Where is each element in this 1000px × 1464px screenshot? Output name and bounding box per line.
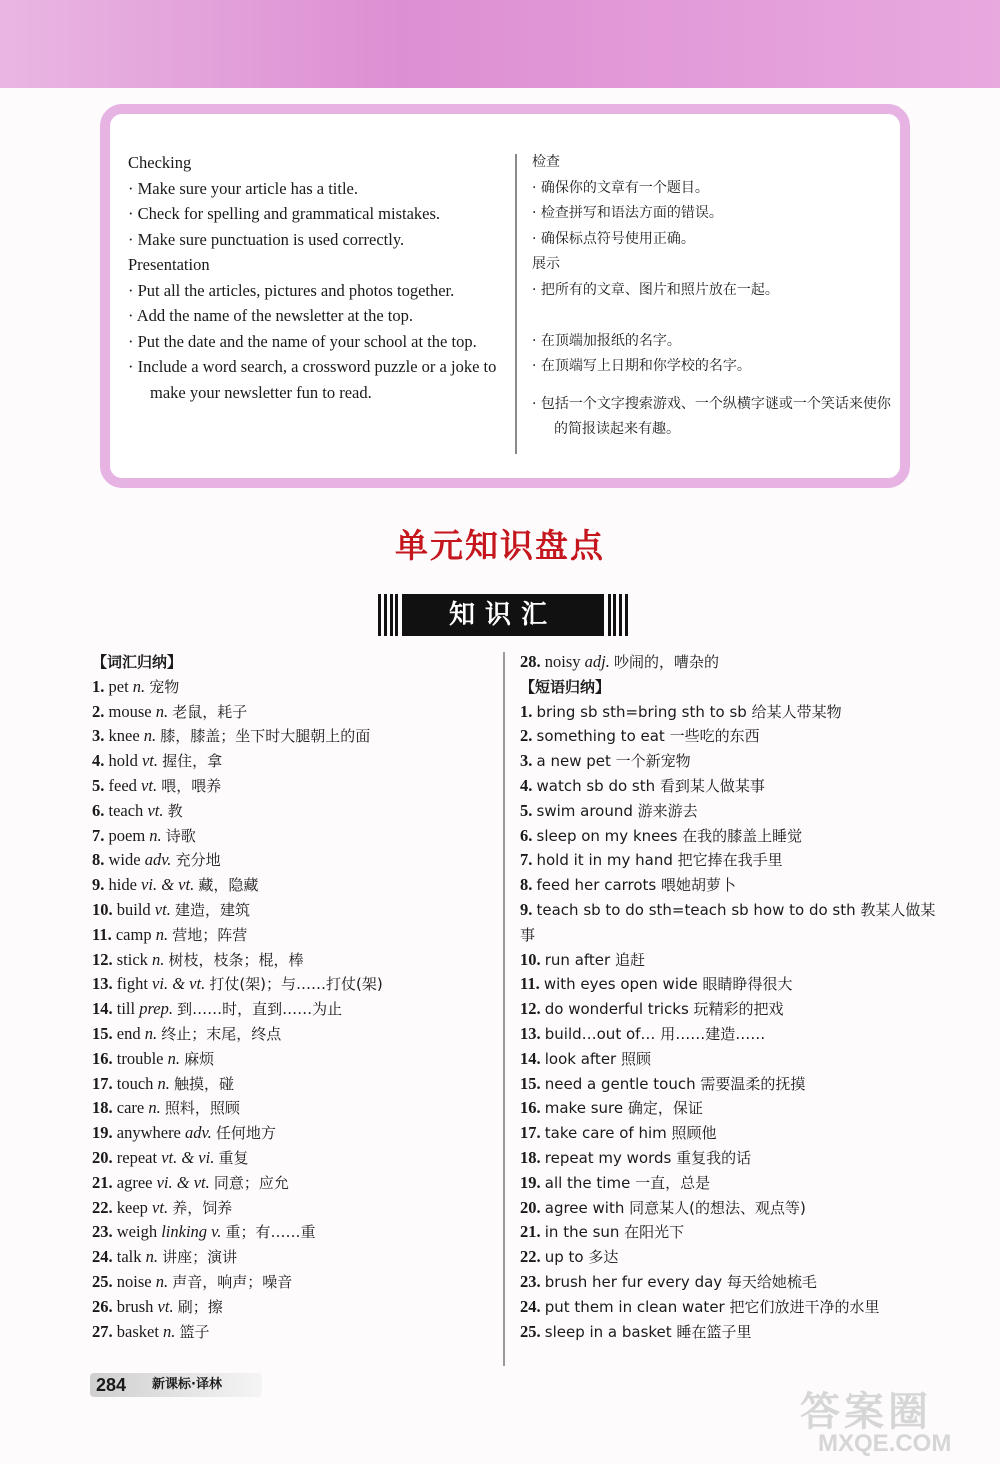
checking-heading-cn: 检查 — [532, 154, 560, 170]
page-number: 284 — [96, 1375, 127, 1395]
section-title: 单元知识盘点 — [395, 526, 605, 565]
vocab-item: 3. knee n. 膝，膝盖；坐下时大腿朝上的面 — [92, 726, 371, 746]
checking-heading: Checking — [128, 153, 192, 172]
phrase-item: 22. up to 多达 — [520, 1247, 619, 1267]
page-footer — [90, 1373, 262, 1397]
phrase-item: 1. bring sb sth=bring sth to sb 给某人带某物 — [520, 701, 842, 721]
phrase-item: 25. sleep in a basket 睡在篮子里 — [520, 1321, 752, 1341]
presentation-tip-1-cn: · 把所有的文章、图片和照片放在一起。 — [532, 281, 779, 298]
vocab-item: 12. stick n. 树枝，枝条；棍，棒 — [92, 949, 304, 969]
phrase-item: 4. watch sb do sth 看到某人做某事 — [520, 775, 765, 795]
presentation-heading-cn: 展示 — [532, 256, 560, 272]
phrase-item: 21. in the sun 在阳光下 — [520, 1222, 685, 1242]
vocab-item: 14. till prep. 到……时，直到……为止 — [92, 999, 343, 1019]
presentation-tip-2-cn: · 在顶端加报纸的名字。 — [532, 332, 681, 349]
vocab-item: 2. mouse n. 老鼠，耗子 — [92, 701, 248, 721]
vocab-item: 4. hold vt. 握住，拿 — [92, 751, 223, 771]
phrase-item: 8. feed her carrots 喂她胡萝卜 — [520, 875, 737, 895]
vocab-item: 20. repeat vt. & vi. 重复 — [92, 1147, 249, 1167]
vocab-item: 28. noisy adj. 吵闹的，嘈杂的 — [520, 652, 719, 671]
phrase-item: 3. a new pet 一个新宠物 — [520, 751, 691, 771]
phrase-item: 23. brush her fur every day 每天给她梳毛 — [520, 1271, 817, 1291]
vocab-item: 18. care n. 照料，照顾 — [92, 1098, 240, 1118]
phrase-item: 12. do wonderful tricks 玩精彩的把戏 — [520, 999, 784, 1019]
tips-english-column — [128, 150, 500, 405]
phrase-item: 16. make sure 确定，保证 — [520, 1098, 703, 1118]
vocab-item: 23. weigh linking v. 重；有……重 — [92, 1222, 316, 1242]
phrase-item: 6. sleep on my knees 在我的膝盖上睡觉 — [520, 825, 803, 845]
vocab-item: 10. build vt. 建造，建筑 — [92, 899, 250, 919]
phrase-item: 11. with eyes open wide 眼睛睁得很大 — [520, 974, 793, 994]
panel-divider — [515, 154, 517, 454]
phrase-item: 14. look after 照顾 — [520, 1048, 651, 1068]
phrase-item: 17. take care of him 照顾他 — [520, 1123, 717, 1143]
vocab-item: 7. poem n. 诗歌 — [92, 825, 196, 845]
phrase-item: 10. run after 追赶 — [520, 949, 645, 969]
phrase-item: 9. teach sb to do sth=teach sb how to do sth 教某人做某事 — [520, 899, 936, 944]
phrase-item: 7. hold it in my hand 把它捧在我手里 — [520, 850, 783, 870]
decorative-bars-left — [378, 594, 398, 636]
vocab-item: 13. fight vi. & vt. 打仗(架)；与……打仗(架) — [92, 974, 383, 994]
writing-tips-panel — [100, 104, 910, 488]
vocab-item: 16. trouble n. 麻烦 — [92, 1048, 215, 1068]
vocab-item: 26. brush vt. 刷；擦 — [92, 1296, 223, 1316]
phrase-header: 【短语归纳】 — [520, 677, 611, 696]
checking-tip-1: · Make sure your article has a title. — [128, 178, 358, 198]
presentation-tip-4-cn: · 包括一个文字搜索游戏、一个纵横字谜或一个笑话来使你的简报读起来有趣。 — [532, 395, 891, 437]
checking-tip-2: · Check for spelling and grammatical mistakes. — [128, 204, 441, 223]
presentation-tip-2: · Add the name of the newsletter at the top. — [128, 306, 413, 325]
vocabulary-header: 【词汇归纳】 — [92, 653, 183, 671]
phrase-item: 13. build…out of… 用……建造…… — [520, 1023, 766, 1043]
phrase-item: 15. need a gentle touch 需要温柔的抚摸 — [520, 1073, 806, 1093]
vocab-item: 22. keep vt. 养，饲养 — [92, 1197, 233, 1217]
column-divider — [503, 652, 505, 1366]
vocab-item: 19. anywhere adv. 任何地方 — [92, 1123, 276, 1143]
phrase-item: 18. repeat my words 重复我的话 — [520, 1147, 752, 1167]
vocab-item: 5. feed vt. 喂，喂养 — [92, 775, 222, 795]
phrase-item: 20. agree with 同意某人(的想法、观点等) — [520, 1197, 806, 1217]
watermark-url: MXQE.COM — [818, 1430, 952, 1457]
vocab-item: 27. basket n. 篮子 — [92, 1321, 210, 1341]
presentation-heading: Presentation — [128, 255, 210, 274]
subtitle-banner — [378, 594, 628, 636]
checking-tip-1-cn: · 确保你的文章有一个题目。 — [532, 179, 709, 196]
presentation-tip-3: · Put the date and the name of your school at the top. — [128, 331, 477, 351]
vocab-item: 8. wide adv. 充分地 — [92, 850, 221, 870]
vocab-item: 15. end n. 终止；末尾，终点 — [92, 1023, 282, 1043]
vocabulary-list — [92, 650, 492, 1344]
book-name: 新课标·译林 — [152, 1377, 222, 1392]
decorative-top-band — [0, 0, 1000, 88]
vocab-item: 25. noise n. 声音，响声；噪音 — [92, 1271, 293, 1291]
checking-tip-3: · Make sure punctuation is used correctly. — [128, 229, 405, 249]
tips-chinese-column — [532, 150, 892, 443]
phrase-item: 19. all the time 一直，总是 — [520, 1172, 711, 1192]
presentation-tip-3-cn: · 在顶端写上日期和你学校的名字。 — [532, 358, 751, 374]
vocab-item: 21. agree vi. & vt. 同意；应允 — [92, 1172, 289, 1192]
watermark-logo: 答案圈 — [800, 1389, 932, 1435]
phrase-item: 24. put them in clean water 把它们放进干净的水里 — [520, 1296, 880, 1316]
presentation-tip-4: · Include a word search, a crossword puzzle or a joke to make your newsletter fun to read. — [128, 357, 497, 402]
vocab-item: 24. talk n. 讲座；演讲 — [92, 1247, 238, 1267]
vocab-item: 6. teach vt. 教 — [92, 800, 183, 820]
vocab-item: 11. camp n. 营地；阵营 — [92, 924, 248, 944]
vocab-item: 1. pet n. 宠物 — [92, 676, 180, 696]
phrase-item: 2. something to eat 一些吃的东西 — [520, 726, 760, 746]
vocab-item: 17. touch n. 触摸，碰 — [92, 1073, 235, 1093]
subtitle: 知识汇 — [402, 594, 604, 636]
checking-tip-2-cn: · 检查拼写和语法方面的错误。 — [532, 205, 723, 221]
vocab-item: 9. hide vi. & vt. 藏，隐藏 — [92, 875, 259, 895]
phrase-list — [520, 650, 940, 1344]
checking-tip-3-cn: · 确保标点符号使用正确。 — [532, 230, 695, 247]
phrase-item: 5. swim around 游来游去 — [520, 800, 698, 820]
decorative-bars-right — [608, 594, 628, 636]
presentation-tip-1: · Put all the articles, pictures and photos together. — [128, 280, 455, 300]
